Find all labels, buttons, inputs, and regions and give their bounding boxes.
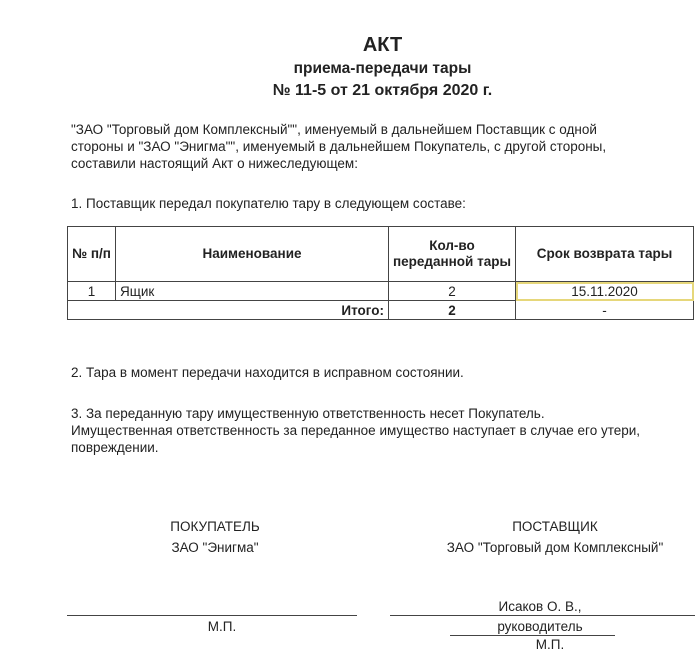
header-qty: Кол-во переданной тары xyxy=(389,227,516,282)
intro-paragraph xyxy=(71,121,696,172)
table-total-row xyxy=(68,301,694,320)
row-num: 1 xyxy=(68,282,116,301)
clause-3-line-1: 3. За переданную тару имущественную ответственность несет Покупатель. xyxy=(71,406,545,421)
buyer-role: ПОКУПАТЕЛЬ xyxy=(170,519,260,534)
supplier-signature-line xyxy=(390,615,695,616)
total-label: Итого: xyxy=(68,301,389,320)
header-return-date: Срок возврата тары xyxy=(516,227,694,282)
supplier-person: Исаков О. В., xyxy=(498,599,582,614)
intro-line-3: составили настоящий Акт о нижеследующем: xyxy=(71,156,358,171)
goods-table xyxy=(67,226,694,320)
buyer-stamp: М.П. xyxy=(207,619,237,634)
document-number-date: № 11-5 от 21 октября 2020 г. xyxy=(272,82,493,99)
supplier-org: ЗАО "Торговый дом Комплексный" xyxy=(446,540,664,555)
clause-2: 2. Тара в момент передачи находится в исправном состоянии. xyxy=(71,365,464,380)
document-subtitle: приема-передачи тары xyxy=(293,60,472,77)
buyer-org: ЗАО "Энигма" xyxy=(171,540,259,555)
row-return-date[interactable]: 15.11.2020 xyxy=(516,282,694,301)
intro-line-1: "ЗАО "Торговый дом Комплексный"", именуемый в дальнейшем Поставщик с одной xyxy=(71,122,597,137)
header-num: № п/п xyxy=(68,227,116,282)
intro-line-2: стороны и "ЗАО "Энигма"", именуемый в дальнейшем Покупатель, с другой стороны, xyxy=(71,139,607,154)
clause-3-line-3: повреждении. xyxy=(71,440,159,455)
supplier-role: ПОСТАВЩИК xyxy=(512,519,598,534)
supplier-stamp: М.П. xyxy=(535,637,565,652)
header-name: Наименование xyxy=(116,227,389,282)
row-name: Ящик xyxy=(116,282,389,301)
clause-1: 1. Поставщик передал покупателю тару в следующем составе: xyxy=(71,196,466,211)
table-header-row xyxy=(68,227,694,282)
clause-3 xyxy=(71,405,696,456)
table-row xyxy=(68,282,694,301)
total-qty: 2 xyxy=(389,301,516,320)
row-qty: 2 xyxy=(389,282,516,301)
supplier-position: руководитель xyxy=(497,619,583,634)
clause-3-line-2: Имущественная ответственность за переданное имущество наступает в случае его утери, xyxy=(71,423,641,438)
total-return: - xyxy=(516,301,694,320)
buyer-signature-line xyxy=(67,615,357,616)
document-title: АКТ xyxy=(362,34,403,56)
